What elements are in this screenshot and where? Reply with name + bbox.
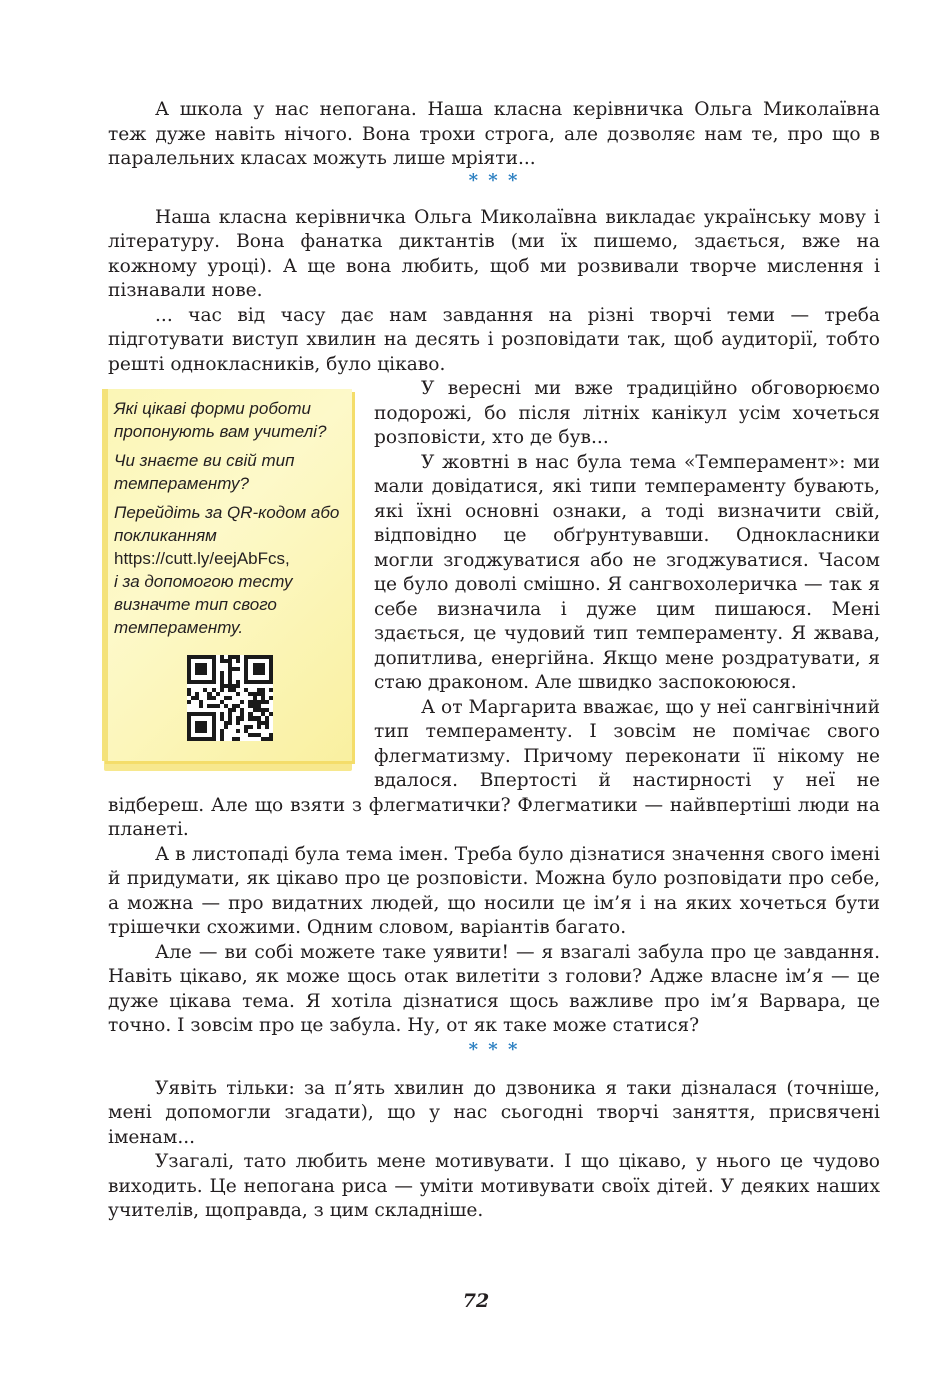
paragraph: ... час від часу дає нам завдання на різні творчі теми — треба підготувати виступ хвилин на десять і розповідати так, щоб аудиторії, тобто решті однокласників, було цікаво. bbox=[108, 304, 880, 375]
sidebar-question: Чи знаєте ви свій тип темпераменту? bbox=[114, 451, 295, 493]
sidebar-text: і за допомогою тесту визначте тип свого темпераменту. bbox=[114, 572, 293, 637]
sidebar-question bbox=[114, 501, 346, 639]
paragraph: А школа у нас непогана. Наша класна керівничка Ольга Миколаївна теж дуже навіть нічого. Вона трохи строга, але дозволяє нам те, про що в паралельних класах можуть лише мріяти... bbox=[108, 99, 880, 169]
paragraph: Уявіть тільки: за п’ять хвилин до дзвоника я таки дізналася (точніше, мені допомогли згадати), що у нас сьогодні творчі заняття, присвячені іменам... bbox=[108, 1077, 880, 1148]
paragraph: У жовтні в нас була тема «Темперамент»: ми мали довідатися, які типи темпераменту бувають, які їхні основні ознаки, а тоді визначити свій, відповідно це обґрунтувавши. Однокласники могли згоджуватися або не згоджуватися. Часом це було доволі смішно. Я сангвохолеричка — так я себе визначила і дуже цим пишаюся. Мені здається, це чудовий тип темпераменту. Я жвава, допитлива, енергійна. Якщо мене роздратувати, я стаю драконом. Але швидко заспокоююся. bbox=[374, 451, 880, 693]
page-body bbox=[108, 98, 880, 1224]
sidebar-text: Перейдіть за QR-кодом або покликанням bbox=[114, 503, 340, 545]
paragraph: Наша класна керівничка Ольга Миколаївна викладає українську мову і літературу. Вона фанатка диктантів (ми їх пишемо, здається, вже на кожному уроці). А ще вона любить, щоб ми розвивали творче мислення і пізнавали нове. bbox=[108, 206, 880, 301]
sidebar-content bbox=[102, 389, 354, 741]
paragraph: Узагалі, тато любить мене мотивувати. І що цікаво, у нього це чудово виходить. Це непогана риса — уміти мотивувати своїх дітей. У деяких наших учителів, щоправда, з цим складніше. bbox=[108, 1151, 880, 1221]
section-separator: * * * bbox=[468, 1038, 520, 1060]
page-number: 72 bbox=[462, 1290, 490, 1312]
sidebar-question: Які цікаві форми роботи пропонують вам учителі? bbox=[114, 399, 327, 441]
paragraph: Але — ви собі можете таке уявити! — я взагалі забула про це завдання. Навіть цікаво, як може щось отак вилетіти з голови? Адже власне ім’я — це дуже цікава тема. Я хотіла дізнатися щось важливе про ім’я Варвара, це точно. І зовсім про це забула. Ну, от як таке може статися? bbox=[108, 941, 880, 1036]
qr-code-icon[interactable] bbox=[187, 655, 273, 741]
paragraph: У вересні ми вже традиційно обговорюємо подорожі, бо після літніх канікул усім хочеться розповісти, хто де був... bbox=[374, 378, 880, 448]
sidebar-link[interactable]: https://cutt.ly/eejAbFcs, bbox=[114, 549, 290, 568]
section-separator: * * * bbox=[468, 169, 520, 191]
paragraph: А в листопаді була тема імен. Треба було дізнатися значення свого імені й придумати, як цікаво про це розповісти. Можна було розповідати про себе, а можна — про видатних людей, що носили це ім’я і на яких хочеться бути трішечки схожими. Одним словом, варіантів багато. bbox=[108, 843, 880, 938]
sidebar-box bbox=[102, 389, 354, 769]
paragraph: А от Маргарита вважає, що у неї сангвінічний тип темпераменту. І зовсім не помічає свого флегматизму. Причому переконати її нікому не вдалося. Впертості й настирності у неї не відбереш. Але що взяти з флегматички? Флегматики — найвпертіші люди на планеті. bbox=[108, 696, 880, 840]
